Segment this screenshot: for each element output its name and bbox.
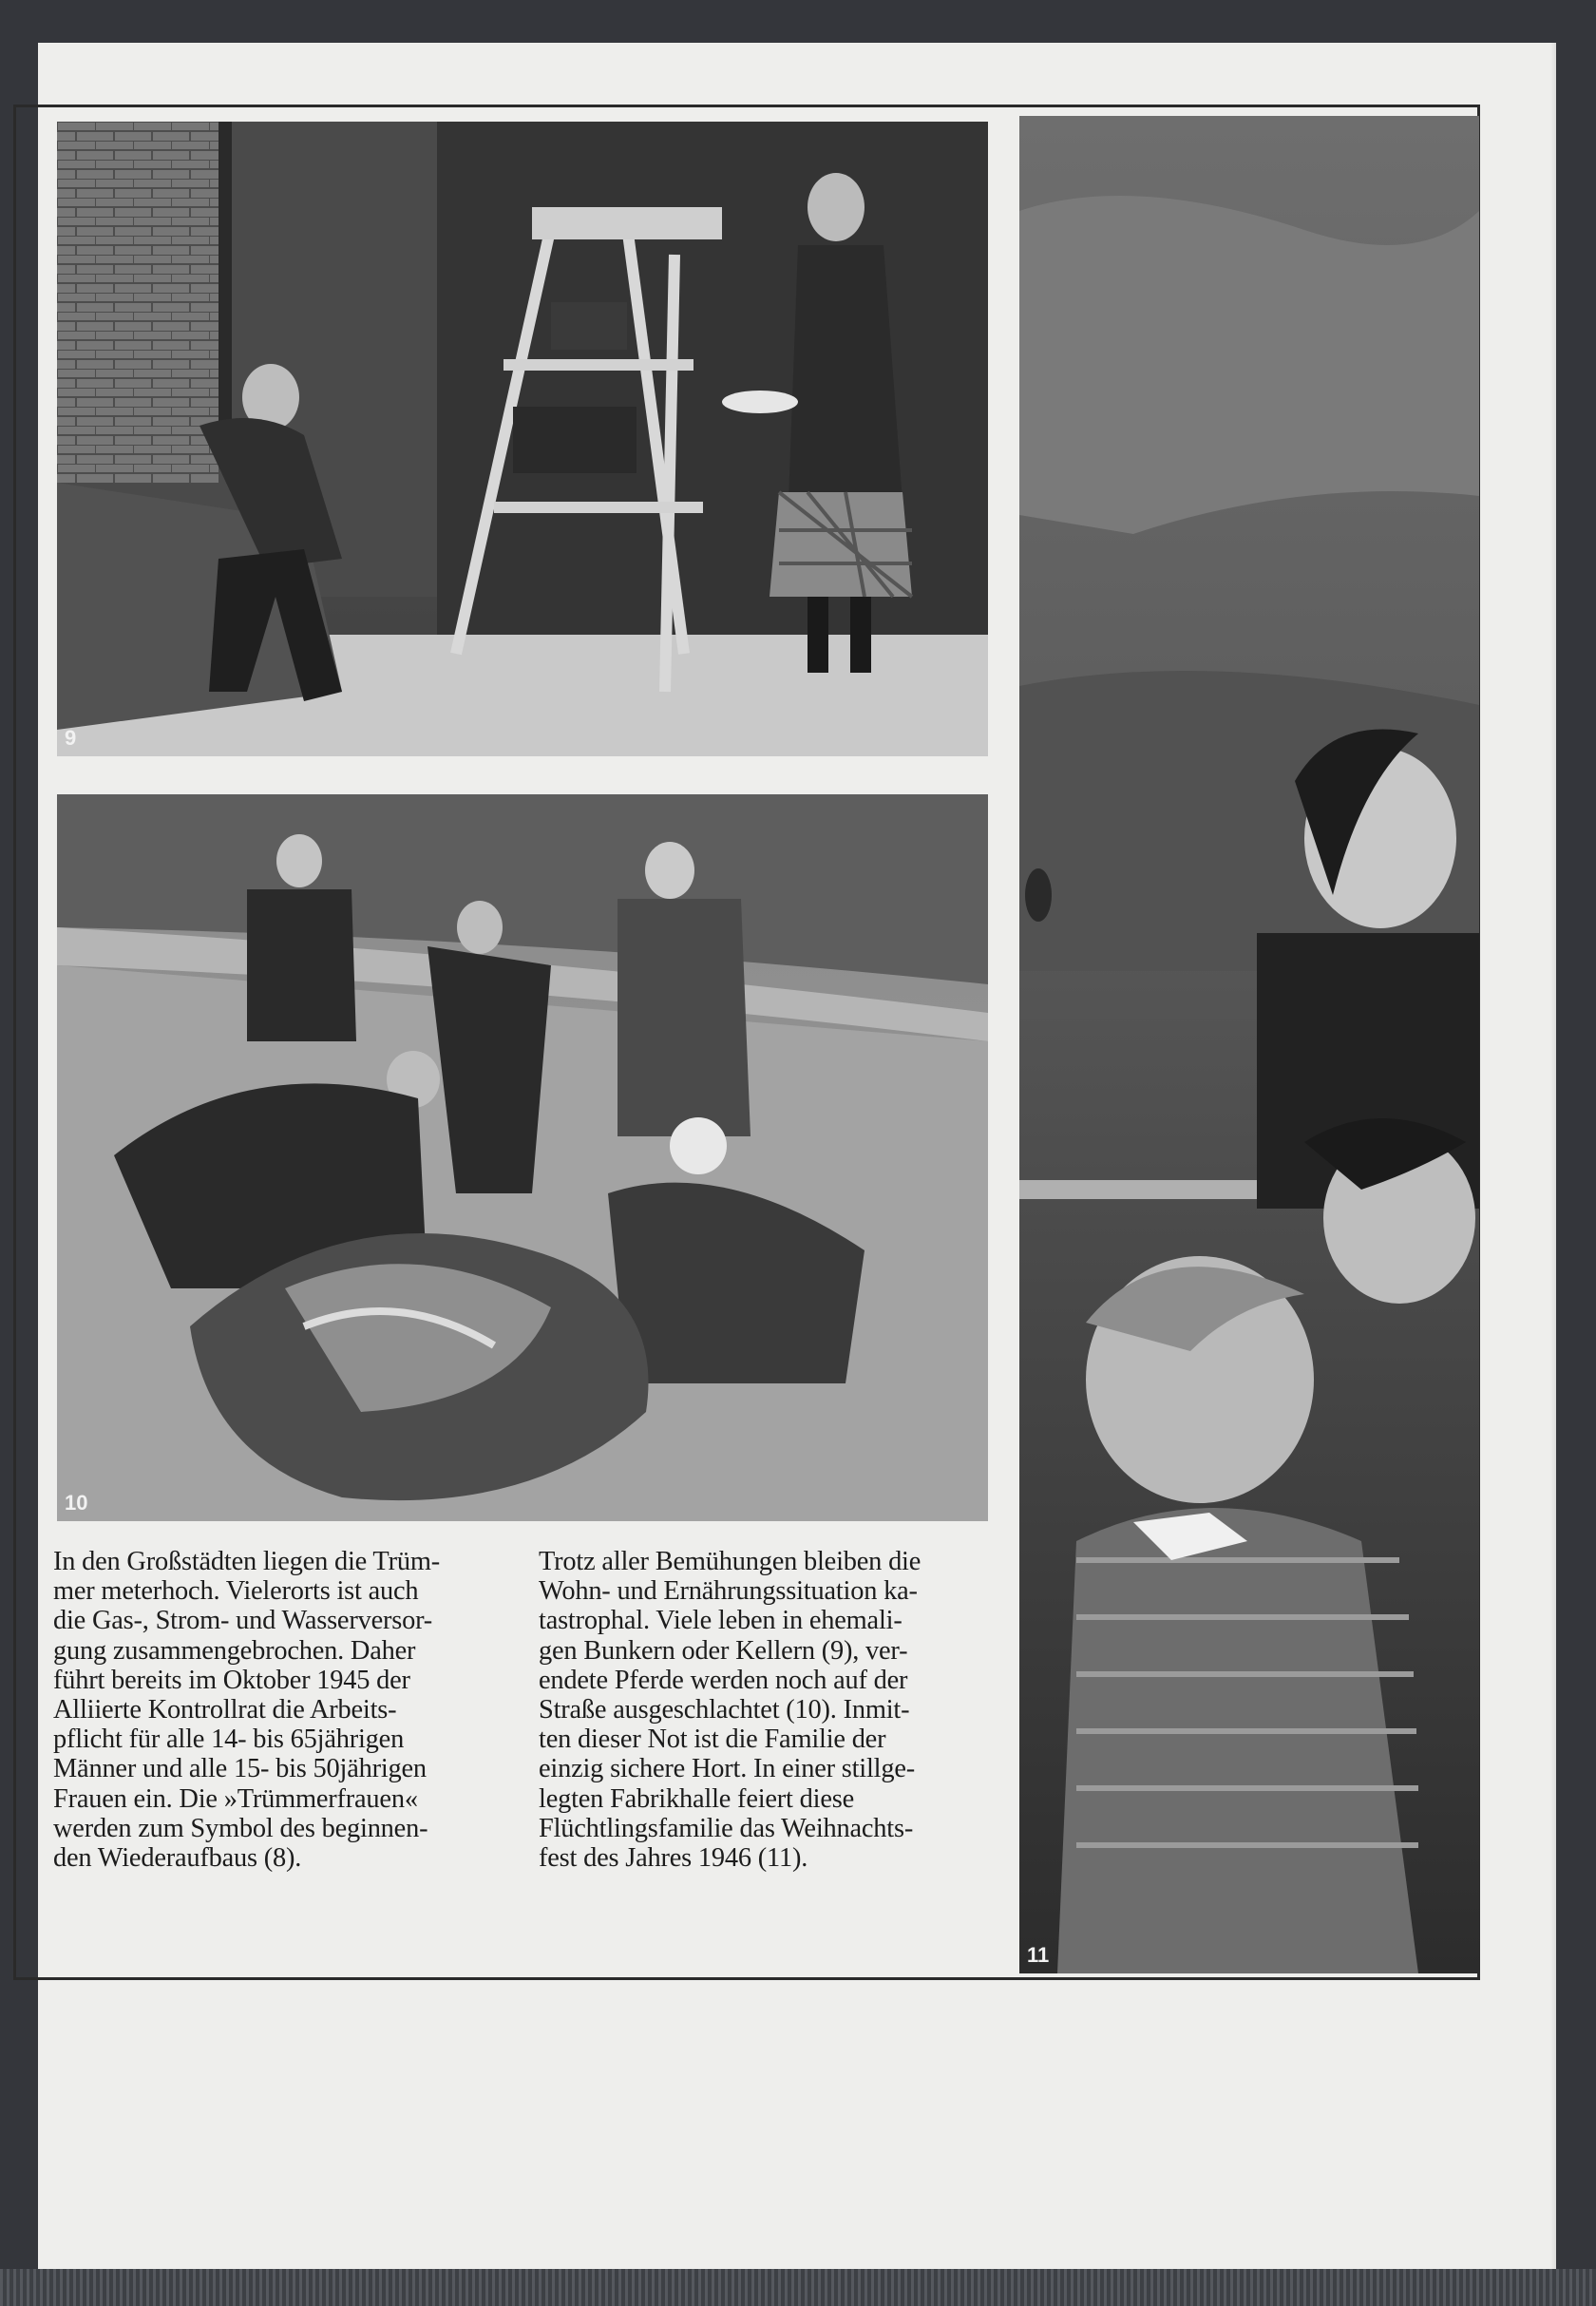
text-line: endete Pferde werden noch auf der: [539, 1665, 908, 1695]
photo-11-family-scene: [1019, 116, 1479, 1973]
text-line: Männer und alle 15- bis 50jährigen: [53, 1754, 427, 1784]
text-line: Frauen ein. Die »Trümmerfrauen«: [53, 1783, 418, 1814]
photo-number: 9: [65, 726, 77, 750]
photo-10-street-scene: [57, 794, 988, 1521]
text-line: führt bereits im Oktober 1945 der: [53, 1665, 410, 1695]
photo-number: 11: [1027, 1943, 1050, 1967]
text-line: Wohn- und Ernährungssituation ka-: [539, 1576, 918, 1607]
photo-number: 10: [65, 1491, 88, 1515]
text-line: werden zum Symbol des beginnen-: [53, 1813, 428, 1843]
text-line: In den Großstädten liegen die Trüm-: [53, 1547, 440, 1576]
photo-9-cellar-scene: [57, 122, 988, 756]
sleeve-edge: [0, 2269, 1596, 2306]
text-line: Flüchtlingsfamilie das Weihnachts-: [539, 1813, 914, 1843]
text-line: die Gas-, Strom- und Wasserversor-: [53, 1606, 433, 1636]
text-line: einzig sichere Hort. In einer stillge-: [539, 1754, 916, 1784]
caption-left: [53, 1547, 490, 1873]
text-line: gen Bunkern oder Kellern (9), ver-: [539, 1635, 908, 1666]
caption-right: [539, 1547, 976, 1873]
text-line: legten Fabrikhalle feiert diese: [539, 1783, 854, 1814]
text-line: tastrophal. Viele leben in ehemali-: [539, 1606, 902, 1636]
text-line: Straße ausgeschlachtet (10). Inmit-: [539, 1695, 910, 1725]
text-line: Alliierte Kontrollrat die Arbeits-: [53, 1695, 397, 1725]
text-line: den Wiederaufbaus (8).: [53, 1843, 302, 1874]
text-line: mer meterhoch. Vielerorts ist auch: [53, 1576, 419, 1607]
text-line: gung zusammengebrochen. Daher: [53, 1635, 416, 1666]
text-line: Trotz aller Bemühungen bleiben die: [539, 1547, 922, 1576]
text-line: fest des Jahres 1946 (11).: [539, 1843, 808, 1874]
text-line: pflicht für alle 14- bis 65jährigen: [53, 1725, 405, 1755]
text-line: ten dieser Not ist die Familie der: [539, 1725, 886, 1755]
